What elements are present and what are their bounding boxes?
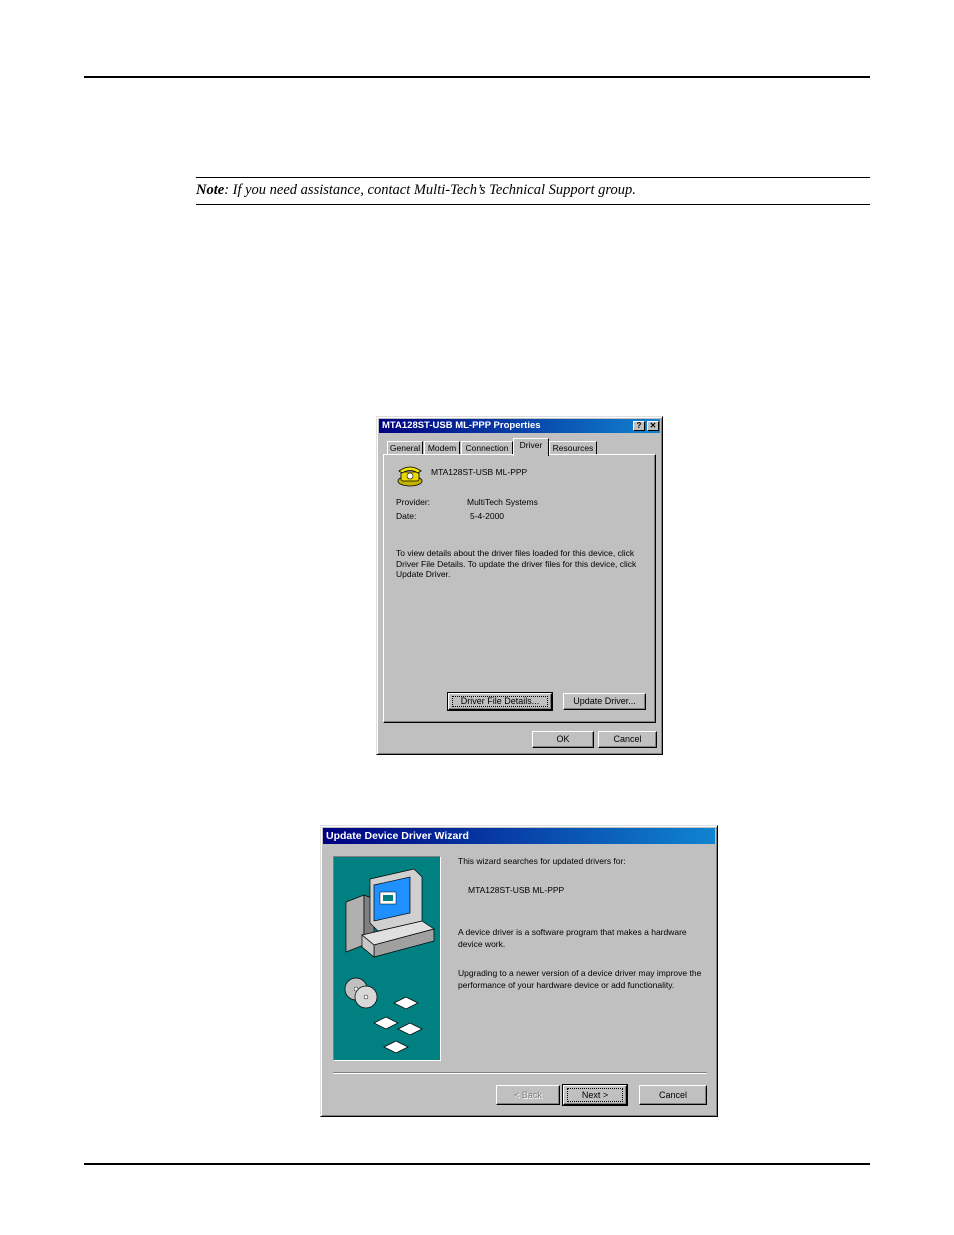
ok-label: OK	[556, 734, 570, 744]
tab-driver[interactable]: Driver	[513, 438, 549, 456]
wizard-titlebar[interactable]	[323, 828, 715, 844]
provider-value: MultiTech Systems	[467, 497, 538, 507]
header-rule	[84, 76, 870, 78]
update-driver-button[interactable]	[563, 693, 646, 710]
help-button[interactable]: ?	[633, 421, 645, 431]
footer-rule	[84, 1163, 870, 1165]
wizard-dialog	[320, 825, 718, 1117]
next-button[interactable]	[563, 1085, 627, 1105]
properties-titlebar[interactable]	[379, 419, 660, 433]
note-label: Note	[196, 182, 225, 198]
driver-file-details-button[interactable]	[448, 693, 552, 710]
computer-and-disks-icon	[334, 857, 440, 1060]
note-box	[196, 177, 870, 205]
driver-tab-panel	[383, 454, 656, 723]
wizard-cancel-label: Cancel	[658, 1090, 687, 1100]
wizard-separator	[333, 1072, 707, 1074]
device-name: MTA128ST-USB ML-PPP	[431, 467, 528, 477]
ok-button[interactable]	[532, 731, 594, 748]
wizard-paragraph-2: Upgrading to a newer version of a device driver may improve the performance of your hardware device or add functionality.	[458, 968, 702, 990]
wizard-intro: This wizard searches for updated drivers for:	[458, 856, 626, 866]
wizard-title: Update Device Driver Wizard	[326, 830, 469, 842]
tab-resources[interactable]: Resources	[549, 441, 597, 455]
back-button[interactable]	[496, 1085, 560, 1105]
wizard-art-panel	[333, 856, 441, 1061]
driver-description: To view details about the driver files loaded for this device, click Driver File Details. To update the driver files for this device, click Update Driver.	[396, 548, 637, 579]
tab-general[interactable]: General	[387, 441, 423, 455]
focus-rect	[452, 696, 548, 707]
cancel-button[interactable]	[598, 731, 657, 748]
note-body: : If you need assistance, contact Multi-Tech’s Technical Support group.	[224, 182, 636, 198]
cancel-label: Cancel	[613, 734, 642, 744]
properties-dialog	[376, 416, 663, 755]
driver-file-details-label: Driver File Details...	[460, 696, 540, 706]
modem-phone-icon	[396, 463, 424, 487]
update-driver-label: Update Driver...	[573, 696, 636, 706]
wizard-cancel-button[interactable]	[639, 1085, 707, 1105]
back-label: < Back	[514, 1090, 542, 1100]
wizard-paragraph-1: A device driver is a software program that makes a hardware device work.	[458, 927, 687, 949]
close-button[interactable]: ✕	[647, 421, 659, 431]
tab-connection[interactable]: Connection	[461, 441, 513, 455]
focus-rect	[567, 1088, 623, 1102]
wizard-device-name: MTA128ST-USB ML-PPP	[468, 885, 565, 895]
properties-title: MTA128ST-USB ML-PPP Properties	[382, 420, 541, 431]
next-label: Next >	[581, 1090, 609, 1100]
provider-label: Provider:	[396, 497, 431, 507]
date-label: Date:	[396, 511, 417, 521]
date-value: 5-4-2000	[470, 511, 505, 521]
note-text	[196, 182, 636, 199]
tab-modem[interactable]: Modem	[424, 441, 460, 455]
